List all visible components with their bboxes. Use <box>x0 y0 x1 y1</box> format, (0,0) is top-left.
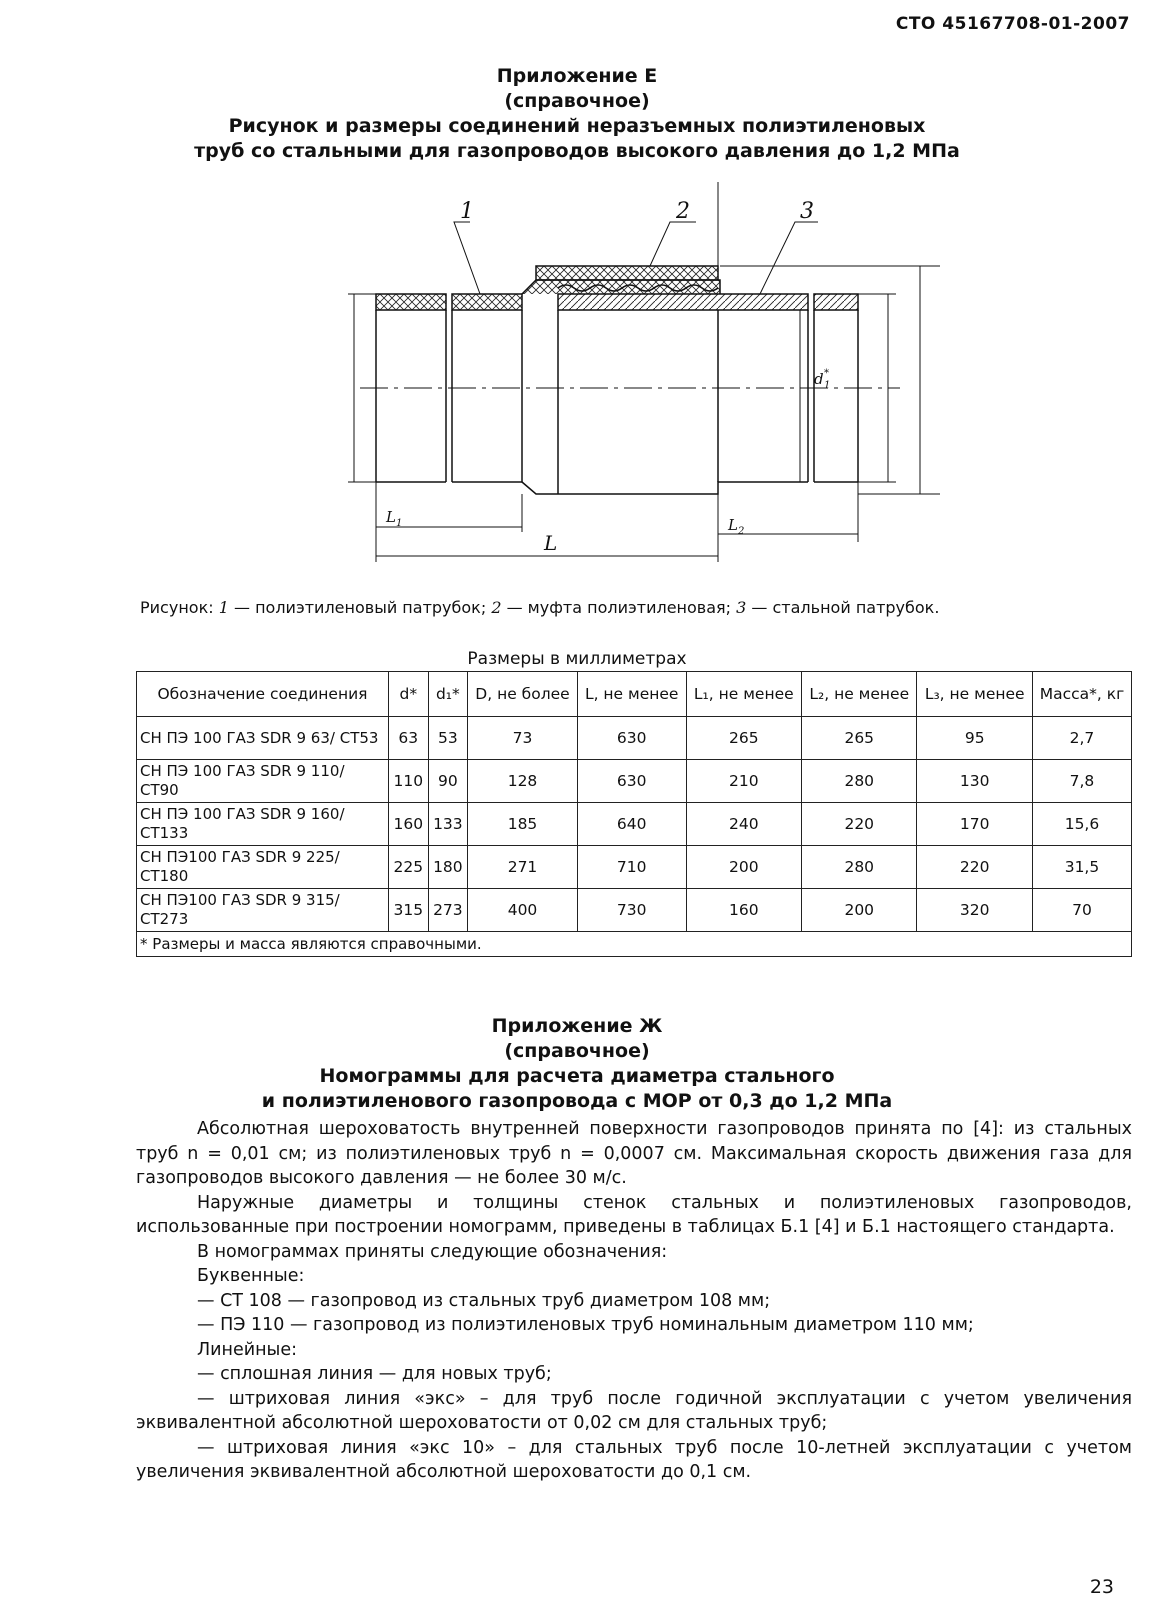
table-cell: 400 <box>468 889 578 932</box>
col-header: D, не более <box>468 672 578 717</box>
figure-caption <box>140 598 939 617</box>
dimensions-table <box>136 671 1132 957</box>
table-cell: 90 <box>428 760 468 803</box>
table-footnote: * Размеры и масса являются справочными. <box>137 932 1132 957</box>
table-cell: 160 <box>686 889 801 932</box>
table-row <box>137 889 1132 932</box>
table-cell: 220 <box>917 846 1032 889</box>
page-number: 23 <box>1089 1576 1114 1598</box>
table-cell: 7,8 <box>1032 760 1131 803</box>
paragraph: Наружные диаметры и толщины стенок стальных и полиэтиленовых газопроводов, использованные при построении номограмм, приведены в таблицах Б.1 [4] и Б.1 настоящего стандарта. <box>136 1192 1132 1237</box>
table-cell: 280 <box>802 846 917 889</box>
table-cell: 710 <box>577 846 686 889</box>
label-L2-sub: 2 <box>738 526 745 537</box>
table-cell: 2,7 <box>1032 717 1131 760</box>
table-cell: СН ПЭ 100 ГАЗ SDR 9 110/ СТ90 <box>137 760 389 803</box>
paragraph: Абсолютная шероховатость внутренней поверхности газопроводов принята по [4]: из стальных труб n = 0,01 см; из полиэтиленовых труб n = 0,0007 см. Максимальная скорость движения газа для газопроводов высокого давления — не более 30 м/с. <box>136 1119 1132 1188</box>
table-cell: 63 <box>389 717 429 760</box>
table-cell: 31,5 <box>1032 846 1131 889</box>
table-cell: 225 <box>389 846 429 889</box>
table-cell: 185 <box>468 803 578 846</box>
table-cell: 280 <box>802 760 917 803</box>
label-2: 2 <box>676 199 690 224</box>
label-L: L <box>544 531 558 555</box>
table-cell: 630 <box>577 717 686 760</box>
caption-num-2: 2 <box>491 598 502 617</box>
col-header: L₁, не менее <box>686 672 801 717</box>
col-header: Масса*, кг <box>1032 672 1131 717</box>
table-cell: 640 <box>577 803 686 846</box>
col-header: d* <box>389 672 429 717</box>
table-header-row <box>137 672 1132 717</box>
table-cell: СН ПЭ 100 ГАЗ SDR 9 63/ СТ53 <box>137 717 389 760</box>
paragraph: В номограммах приняты следующие обозначения: <box>197 1241 668 1262</box>
table-cell: 320 <box>917 889 1032 932</box>
annex-zh-title: Приложение Ж <box>491 1015 663 1037</box>
list-item: — ПЭ 110 — газопровод из полиэтиленовых труб номинальным диаметром 110 мм; <box>197 1315 974 1335</box>
annex-zh-heading <box>0 1014 1154 1114</box>
label-L1-sub: 1 <box>396 518 403 529</box>
table-cell: 130 <box>917 760 1032 803</box>
label-d1-sub: 1 <box>824 380 831 391</box>
annex-zh-heading-line2: и полиэтиленового газопровода с МОР от 0,3 до 1,2 МПа <box>261 1090 893 1112</box>
annex-e-heading <box>0 64 1154 164</box>
table-cell: 210 <box>686 760 801 803</box>
list-item: — СТ 108 — газопровод из стальных труб диаметром 108 мм; <box>197 1290 771 1311</box>
annex-zh-body <box>136 1117 1132 1485</box>
table-cell: 271 <box>468 846 578 889</box>
caption-num-1: 1 <box>218 598 229 617</box>
col-header: Обозначение соединения <box>137 672 389 717</box>
col-header: L₂, не менее <box>802 672 917 717</box>
table-footnote-row <box>137 932 1132 957</box>
table-cell: 200 <box>802 889 917 932</box>
label-3: 3 <box>800 199 814 224</box>
table-cell: 95 <box>917 717 1032 760</box>
table-cell: 630 <box>577 760 686 803</box>
table-cell: 240 <box>686 803 801 846</box>
table-cell: 170 <box>917 803 1032 846</box>
table-cell: 70 <box>1032 889 1131 932</box>
table-row <box>137 803 1132 846</box>
caption-prefix: Рисунок: <box>140 598 219 617</box>
annex-e-heading-line2: труб со стальными для газопроводов высокого давления до 1,2 МПа <box>194 140 960 162</box>
caption-text-3: — стальной патрубок. <box>746 598 940 617</box>
table-cell: СН ПЭ100 ГАЗ SDR 9 225/СТ180 <box>137 846 389 889</box>
annex-e-heading-line1: Рисунок и размеры соединений неразъемных полиэтиленовых <box>228 115 926 137</box>
col-header: L₃, не менее <box>917 672 1032 717</box>
table-row <box>137 846 1132 889</box>
document-number: СТО 45167708-01-2007 <box>895 14 1130 34</box>
label-L1: L <box>386 508 396 526</box>
table-cell: 200 <box>686 846 801 889</box>
label-1: 1 <box>460 199 474 224</box>
list-item: — штриховая линия «экс» – для труб после годичной эксплуатации с учетом увеличения эквивалентной абсолютной шероховатости от 0,02 см для стальных труб; <box>136 1388 1132 1433</box>
table-cell: 220 <box>802 803 917 846</box>
table-cell: 273 <box>428 889 468 932</box>
table-row <box>137 760 1132 803</box>
table-cell: 730 <box>577 889 686 932</box>
table-cell: 128 <box>468 760 578 803</box>
table-cell: 180 <box>428 846 468 889</box>
table-cell: 53 <box>428 717 468 760</box>
caption-text-2: — муфта полиэтиленовая; <box>501 598 737 617</box>
label-d1: d <box>814 370 824 388</box>
table-cell: СН ПЭ 100 ГАЗ SDR 9 160/ СТ133 <box>137 803 389 846</box>
col-header: d₁* <box>428 672 468 717</box>
table-cell: 73 <box>468 717 578 760</box>
paragraph: Буквенные: <box>197 1266 305 1286</box>
table-row <box>137 717 1132 760</box>
annex-e-kind: (справочное) <box>504 90 650 112</box>
paragraph: Линейные: <box>197 1339 298 1360</box>
label-L2: L <box>728 516 738 534</box>
annex-zh-kind: (справочное) <box>504 1040 650 1062</box>
units-note: Размеры в миллиметрах <box>467 649 687 669</box>
annex-zh-heading-line1: Номограммы для расчета диаметра стального <box>319 1065 835 1087</box>
table-cell: 15,6 <box>1032 803 1131 846</box>
table-cell: 160 <box>389 803 429 846</box>
label-d1-sup: * <box>824 368 829 379</box>
table-cell: 110 <box>389 760 429 803</box>
table-cell: 265 <box>802 717 917 760</box>
caption-text-1: — полиэтиленовый патрубок; <box>228 598 492 617</box>
list-item: — сплошная линия — для новых труб; <box>197 1364 552 1384</box>
table-cell: 315 <box>389 889 429 932</box>
list-item: — штриховая линия «экс 10» – для стальных труб после 10-летней эксплуатации с учетом увеличения эквивалентной абсолютной шероховатости до 0,1 см. <box>136 1437 1132 1482</box>
table-cell: 265 <box>686 717 801 760</box>
pipe-joint-drawing <box>340 182 960 572</box>
table-cell: СН ПЭ100 ГАЗ SDR 9 315/СТ273 <box>137 889 389 932</box>
caption-num-3: 3 <box>736 598 747 617</box>
table-cell: 133 <box>428 803 468 846</box>
col-header: L, не менее <box>577 672 686 717</box>
annex-e-title: Приложение Е <box>496 65 658 87</box>
